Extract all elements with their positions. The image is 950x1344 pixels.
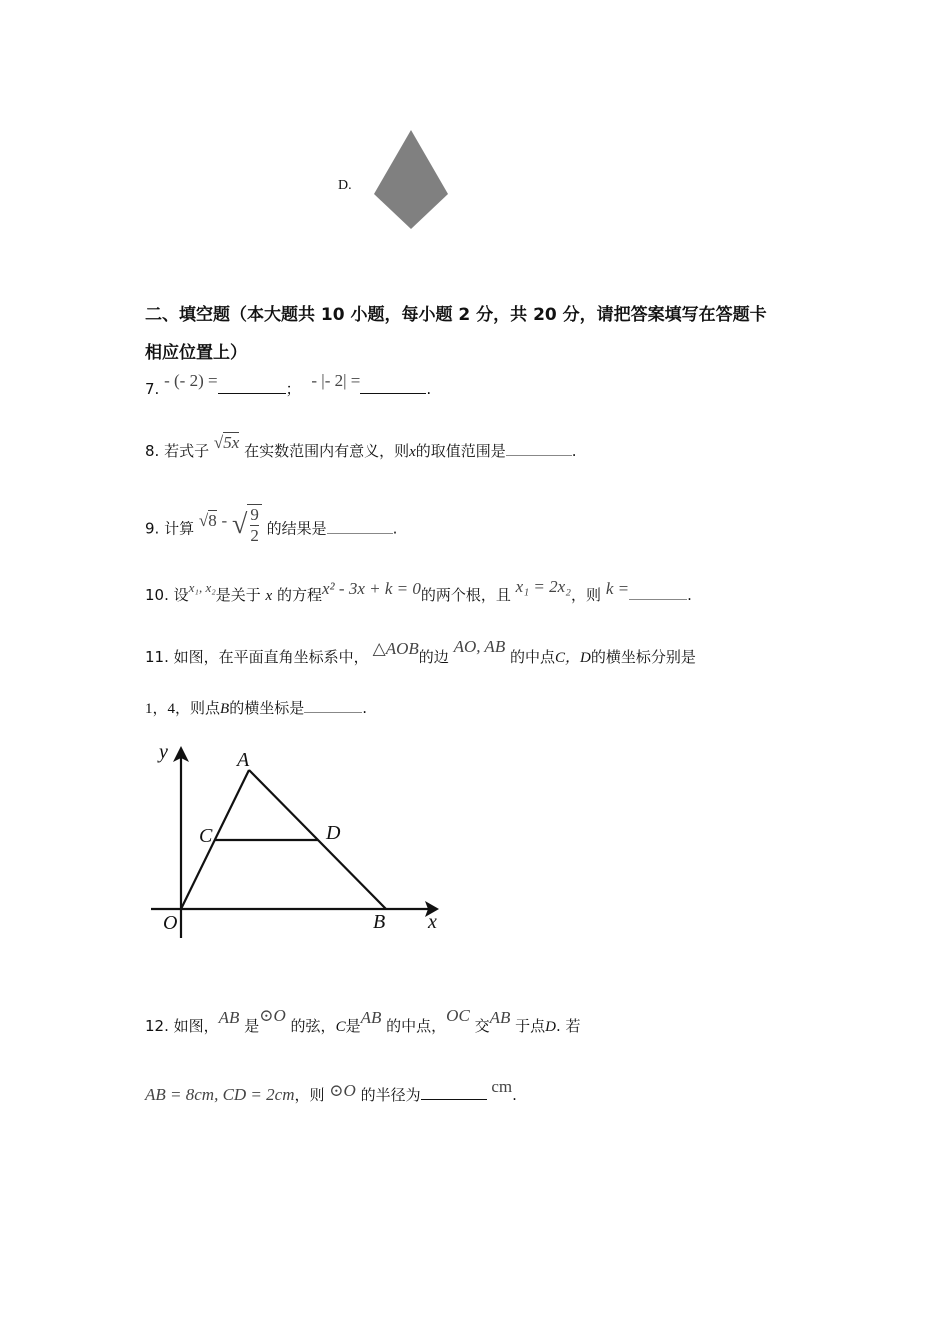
q12-condition: AB = 8cm, CD = 2cm — [145, 1085, 295, 1104]
q9-answer-blank[interactable] — [327, 518, 393, 534]
q8-var: x — [409, 444, 416, 460]
option-d-kite — [370, 128, 452, 232]
kite-shape — [374, 130, 448, 229]
q12-oc: OC — [446, 1006, 470, 1025]
label-b: B — [373, 911, 386, 933]
question-number: 7. — [145, 380, 160, 398]
q11-mid2: 的中点 — [509, 648, 555, 666]
label-d: D — [326, 822, 341, 844]
q8-mid: 在实数范围内有意义，则 — [244, 442, 410, 460]
q8-end: . — [571, 442, 577, 460]
question-number: 9. — [145, 519, 160, 538]
q12-c: C — [335, 1019, 346, 1035]
q8-answer-blank[interactable] — [506, 440, 572, 456]
question-number: 11. — [145, 648, 169, 666]
q12-ab: AB — [218, 1008, 240, 1027]
q12-mid3: 于点 — [515, 1017, 546, 1035]
question-number: 8. — [145, 442, 160, 460]
question-11-line2 — [145, 696, 367, 721]
q10-mid2: 的方程 — [277, 586, 323, 604]
q11-mid1: 的边 — [418, 648, 449, 666]
q7-separator: ； — [285, 380, 301, 398]
q9-pre: 计算 — [164, 519, 195, 538]
q11-answer-blank[interactable] — [304, 697, 362, 713]
q11-post: 的横坐标分别是 — [590, 648, 696, 666]
q8-sqrt: √5x — [213, 433, 240, 452]
q12-mid1: 的弦， — [290, 1017, 336, 1035]
label-y: y — [159, 741, 168, 763]
q12-unit: cm — [491, 1077, 513, 1096]
question-number: 12. — [145, 1017, 169, 1035]
q11-points: C，D — [555, 650, 591, 666]
label-c: C — [199, 825, 213, 847]
coordinate-figure — [145, 738, 455, 948]
q10-mid1: 是关于 — [215, 586, 261, 604]
q10-pre: 设 — [173, 586, 189, 604]
q8-post: 的取值范围是 — [415, 442, 506, 460]
q11-pre: 如图，在平面直角坐标系中， — [173, 648, 369, 666]
q9-denominator: 2 — [250, 526, 259, 545]
q10-vars: x₁, x₂ — [188, 580, 216, 595]
question-7 — [145, 371, 432, 404]
q10-var: x — [265, 588, 273, 604]
q7-answer-blank-2[interactable] — [360, 378, 426, 394]
q10-mid3: 的两个根，且 — [420, 586, 511, 604]
q11-end: . — [362, 699, 367, 717]
question-12 — [145, 1008, 581, 1045]
q7-expr2: - |- 2| = — [311, 371, 361, 390]
q12-mid2: 的中点， — [386, 1017, 447, 1035]
q8-pre: 若式子 — [164, 442, 210, 460]
q10-condition: x₁ = 2x₂ — [515, 577, 572, 596]
q7-answer-blank-1[interactable] — [218, 378, 286, 394]
q12-arc-ab: AB — [360, 1008, 382, 1027]
q10-end: . — [687, 586, 692, 604]
label-o: O — [163, 912, 178, 934]
q12-end: . — [512, 1086, 517, 1104]
section-title-line1: 二、填空题（本大题共 10 小题，每小题 2 分，共 20 分，请把答案填写在答题卡 — [145, 305, 767, 325]
q10-k: k = — [605, 579, 630, 598]
q12-line2-mid: ，则 — [294, 1086, 325, 1104]
q9-sqrt-frac: √ $\frac{9}{2}$ — [232, 504, 262, 546]
q9-sqrt8: √8 — [198, 510, 217, 530]
q12-shi2: 是 — [345, 1017, 361, 1035]
question-11 — [145, 637, 696, 673]
question-9 — [145, 505, 398, 550]
question-10 — [145, 577, 692, 611]
q11-sides: AO, AB — [453, 637, 506, 656]
question-8 — [145, 433, 577, 467]
q10-equation: x² - 3x + k = 0 — [322, 579, 421, 598]
q7-expr1: - (- 2) = — [164, 371, 218, 390]
option-d-label: D. — [338, 178, 352, 193]
q7-end: . — [426, 380, 432, 398]
question-12-line2 — [145, 1077, 517, 1110]
q12-ruo: . 若 — [556, 1017, 581, 1035]
label-a: A — [237, 749, 250, 771]
label-x: x — [428, 911, 437, 933]
q11-point-b: B — [220, 701, 230, 717]
q12-shi: 是 — [244, 1017, 260, 1035]
q9-end: . — [392, 519, 398, 538]
q12-ab2: AB — [489, 1008, 511, 1027]
q9-numerator: 9 — [250, 505, 259, 524]
q11-triangle: △AOB — [372, 639, 419, 658]
q12-pre: 如图， — [173, 1017, 219, 1035]
section-title-line2: 相应位置上） — [145, 343, 247, 363]
q12-answer-blank[interactable] — [421, 1084, 487, 1100]
q9-minus: - — [221, 510, 228, 530]
q12-d: D — [545, 1019, 557, 1035]
q12-jiao: 交 — [474, 1017, 490, 1035]
q11-line2-post: 的横坐标是 — [229, 699, 305, 717]
q12-circle: ⊙O — [259, 1006, 286, 1025]
q11-line2-pre: 1，4，则点 — [145, 701, 221, 717]
q10-answer-blank[interactable] — [629, 584, 687, 600]
q12-line2-post: 的半径为 — [360, 1086, 421, 1104]
q10-mid4: ，则 — [571, 586, 602, 604]
q12-circle2: ⊙O — [329, 1081, 356, 1100]
q9-post: 的结果是 — [266, 519, 327, 538]
question-number: 10. — [145, 586, 169, 604]
